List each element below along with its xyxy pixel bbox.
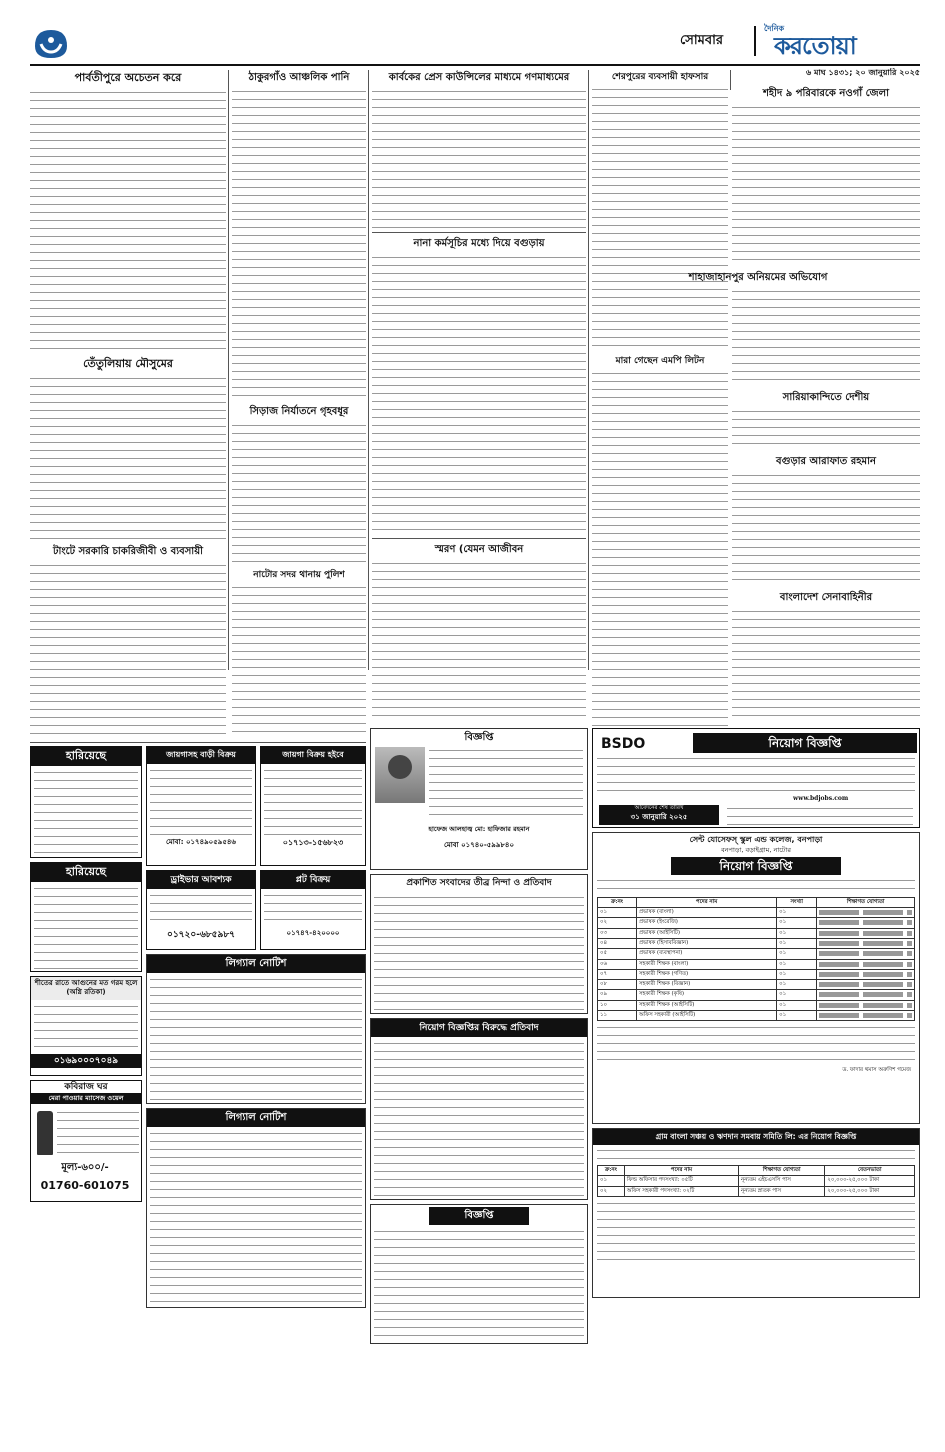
ad-bsdo (592, 728, 920, 828)
headline-mara: মারা গেছেন এমপি লিটন (615, 356, 705, 366)
headline-sirajganj: সিড়াজ নির্যাতনে গৃহবধূর (249, 406, 349, 417)
article-tauzit (30, 544, 226, 740)
article-smaran (372, 542, 586, 722)
ad-lost-1 (30, 746, 142, 858)
headline-bangladesh-army: বাংলাদেশ সেনাবাহিনীর (779, 592, 873, 603)
article-tetulia (30, 356, 226, 540)
article-naogaon (732, 86, 920, 266)
ad-bigyopti-2-title: বিজ্ঞপ্তি (429, 1207, 529, 1225)
legal-notice-2-title: লিগ্যাল নোটিশ (147, 1109, 365, 1127)
bottle-icon (37, 1111, 53, 1155)
ad-driver (146, 870, 256, 950)
ad-plot-phone: ০১৭৪৭-৪২০০০০ (286, 929, 340, 938)
ad-bigyopti-1 (370, 728, 588, 870)
article-bogura-arafat (732, 454, 920, 586)
table-header-2: সংখ্যা (777, 897, 817, 907)
headline-sherpur: শেরপুরের ব্যবসায়ী হাফসার (611, 72, 709, 82)
legal-notice-2 (146, 1108, 366, 1308)
ad-plot (260, 870, 366, 950)
gram-title: গ্রাম বাংলা সঞ্চয় ও ঋণদান সমবায় সমিতি লি: এর নিয়োগ বিজ্ঞপ্তি (593, 1129, 919, 1145)
masthead (30, 22, 920, 64)
article-natore (232, 568, 366, 740)
article-karbaker (372, 70, 586, 230)
bsdo-deadline-label: আবেদনের শেষ তারিখ (634, 805, 684, 811)
headline-tetulia: তেঁতুলিয়ায় মৌসুমের (83, 357, 173, 370)
headline-shahjahanpur: শাহাজাহানপুর অনিয়মের অভিযোগ (688, 272, 828, 283)
school-name: সেন্ট যোসেফস্ স্কুল এন্ড কলেজ, বনপাড়া (689, 835, 823, 844)
headline-bogura-arafat: বগুড়ার আরাফাত রহমান (776, 456, 876, 467)
ad-protest-2 (370, 1018, 588, 1200)
table-header-2: শিক্ষাগত যোগ্যতা (739, 1166, 825, 1176)
ad-bigyopti-2 (370, 1204, 588, 1344)
table-row: ০৩ প্রভাষক (আইসিটি) ০১ (598, 928, 915, 938)
headline-sariakandi: সারিয়াকান্দিতে দেশীয় (782, 392, 870, 403)
ad-bigyopti-name: হাফেজ আলহাজ্ব মো: হাফিজার রহমান (428, 825, 530, 833)
table-row: ০১ ফিল্ড অফিসার পদসংখ্যা: ০৫টি নূন্যতম এইচএসসি পাস ২০,০০০-২৫,০০০ টাকা (598, 1176, 915, 1186)
legal-notice-1 (146, 954, 366, 1104)
headline-nana: নানা কর্মসূচির মধ্যে দিয়ে বগুড়ায় (413, 238, 545, 249)
ad-plot-title: প্লট বিক্রয় (261, 871, 365, 889)
table-row: ০৬ সহকারী শিক্ষক (বাংলা) ০১ (598, 959, 915, 969)
school-title: নিয়োগ বিজ্ঞপ্তি (671, 857, 841, 875)
ad-gram-bangla (592, 1128, 920, 1298)
article-shahjahanpur (596, 270, 920, 386)
table-header-3: বেতনভাতা (825, 1166, 915, 1176)
ad-driver-phone: ০১৭২০-৬৮৫৯৮৭ (166, 930, 236, 941)
signature: ড. ফাদার থমাস অরুণিশ গমেজ (842, 1067, 911, 1074)
ad-land-sale-2 (260, 746, 366, 866)
bsdo-title: নিয়োগ বিজ্ঞপ্তি (693, 733, 917, 753)
ad-land-sale (146, 746, 256, 866)
article-bangladesh-army (732, 590, 920, 724)
ad-bigyopti-phone: মোবা ০১৭৪০-৫৯৯৮৪০ (443, 841, 515, 849)
bsdo-url: www.bdjobs.com (793, 795, 849, 802)
ad-winter (30, 976, 142, 1076)
bsdo-deadline: ৩১ জানুয়ারি ২০২৫ (630, 812, 688, 822)
article-parbatipur (30, 70, 226, 352)
legal-notice-1-title: লিগ্যাল নোটিশ (147, 955, 365, 973)
table-row: ০১ প্রভাষক (বাংলা) ০১ (598, 908, 915, 918)
ad-bigyopti-1-title: বিজ্ঞপ্তি (464, 732, 494, 743)
table-header-0: ক্র:নং (598, 1166, 625, 1176)
ad-kabiraj-title: কবিরাজ ঘর (64, 1082, 108, 1092)
ad-kabiraj-phone: 01760-601075 (40, 1179, 130, 1192)
article-mara (592, 354, 728, 734)
table-header-3: শিক্ষাগত যোগ্যতা (817, 897, 915, 907)
ad-lost-2 (30, 862, 142, 972)
table-row: ০৭ সহকারী শিক্ষক (গণিত) ০১ (598, 969, 915, 979)
ad-land-sale-title: জায়গাসহ বাড়ী বিক্রয় (147, 747, 255, 764)
article-sirajganj (232, 404, 366, 564)
ad-protest-1 (370, 874, 588, 1014)
table-row: ০২ অফিস সহকারী পদসংখ্যা: ০২টি নূন্যতম স্নাতক পাস ২০,০০০-২৫,০০০ টাকা (598, 1186, 915, 1196)
article-sariakandi (732, 390, 920, 450)
table-header-1: পদের নাম (636, 897, 776, 907)
article-thakurgaon (232, 70, 366, 400)
ad-lost-1-title: হারিয়েছে (31, 747, 141, 766)
school-address: বনপাড়া, বড়াইগ্রাম, নাটোর (721, 845, 791, 854)
ad-winter-title: শীতের রাতে আগুনের মত গরম হলে (অগ্নি রতিকা) (31, 977, 141, 1000)
ad-land-sale-phone: মোবা: ০১৭৪৯০৫৯৫৪৬ (166, 837, 236, 846)
headline-parbatipur: পার্বতীপুরে অচেতন করে (74, 71, 182, 84)
article-nana (372, 236, 586, 536)
table-row: ১০ সহকারী শিক্ষক (আইসিটি) ০১ (598, 1000, 915, 1010)
ad-kabiraj (30, 1080, 142, 1202)
ad-protest-2-title: নিয়োগ বিজ্ঞপ্তির বিরুদ্ধে প্রতিবাদ (371, 1019, 587, 1037)
paper-prefix: দৈনিক (764, 24, 785, 33)
ad-school (592, 832, 920, 1124)
table-row: ০৮ সহকারী শিক্ষক (বিজ্ঞান) ০১ (598, 980, 915, 990)
day-label: সোমবার (680, 33, 724, 48)
table-header-0: ক্র:নং (598, 897, 637, 907)
table-row: ০৯ সহকারী শিক্ষক (কৃষি) ০১ (598, 990, 915, 1000)
ad-driver-title: ড্রাইভার আবশ্যক (147, 871, 255, 889)
ad-land-sale-2-title: জায়গা বিক্রয় হইবে (261, 747, 365, 764)
headline-tauzit: টাংটে সরকারি চাকরিজীবী ও ব্যবসায়ী (53, 546, 203, 557)
headline-natore: নাটোর সদর থানায় পুলিশ (253, 570, 345, 580)
gram-table (597, 1165, 915, 1197)
headline-thakurgaon: ঠাকুরগাঁও আঞ্চলিক পানি (248, 72, 350, 83)
ad-winter-phone: ০১৬৯০০০৭০৪৯ (31, 1054, 141, 1068)
headline-naogaon: শহীদ ৯ পরিবারকে নওগাঁ জেলা (763, 88, 889, 99)
table-row: ০৪ প্রভাষক (হিসাববিজ্ঞান) ০১ (598, 938, 915, 948)
headline-karbaker: কার্বকের প্রেস কাউন্সিলের মাধ্যমে গণমাধ্যমের (388, 72, 570, 83)
ad-kabiraj-sub: মেরা পাওয়ার ম্যাসেজ ওয়েল (31, 1093, 141, 1104)
ad-protest-1-title: প্রকাশিত সংবাদের তীব্র নিন্দা ও প্রতিবাদ (406, 878, 552, 888)
karotoa-logo-icon (30, 24, 72, 62)
table-row: ১১ অফিস সহকারী (আইসিটি) ০১ (598, 1011, 915, 1021)
paper-name: করতোয়া (774, 32, 856, 60)
ad-land-sale-2-phone: ০১৭১৩-১৫৬৮২৩ (282, 837, 344, 847)
table-row: ০৫ প্রভাষক (ব্যবস্থাপনা) ০১ (598, 949, 915, 959)
recruitment-table (597, 897, 915, 1022)
bsdo-logo: BSDO (601, 736, 646, 752)
portrait-photo (375, 747, 425, 803)
date-line: ৬ মাঘ ১৪৩১; ২০ জানুয়ারি ২০২৫ (806, 68, 920, 77)
ad-kabiraj-price: মূল্য-৬০০/- (61, 1162, 109, 1173)
table-row: ০২ প্রভাষক (ইংরেজি) ০১ (598, 918, 915, 928)
headline-smaran: স্মরণ (যেমন আজীবন (434, 544, 524, 555)
table-header-1: পদের নাম (624, 1166, 738, 1176)
ad-lost-2-title: হারিয়েছে (31, 863, 141, 882)
